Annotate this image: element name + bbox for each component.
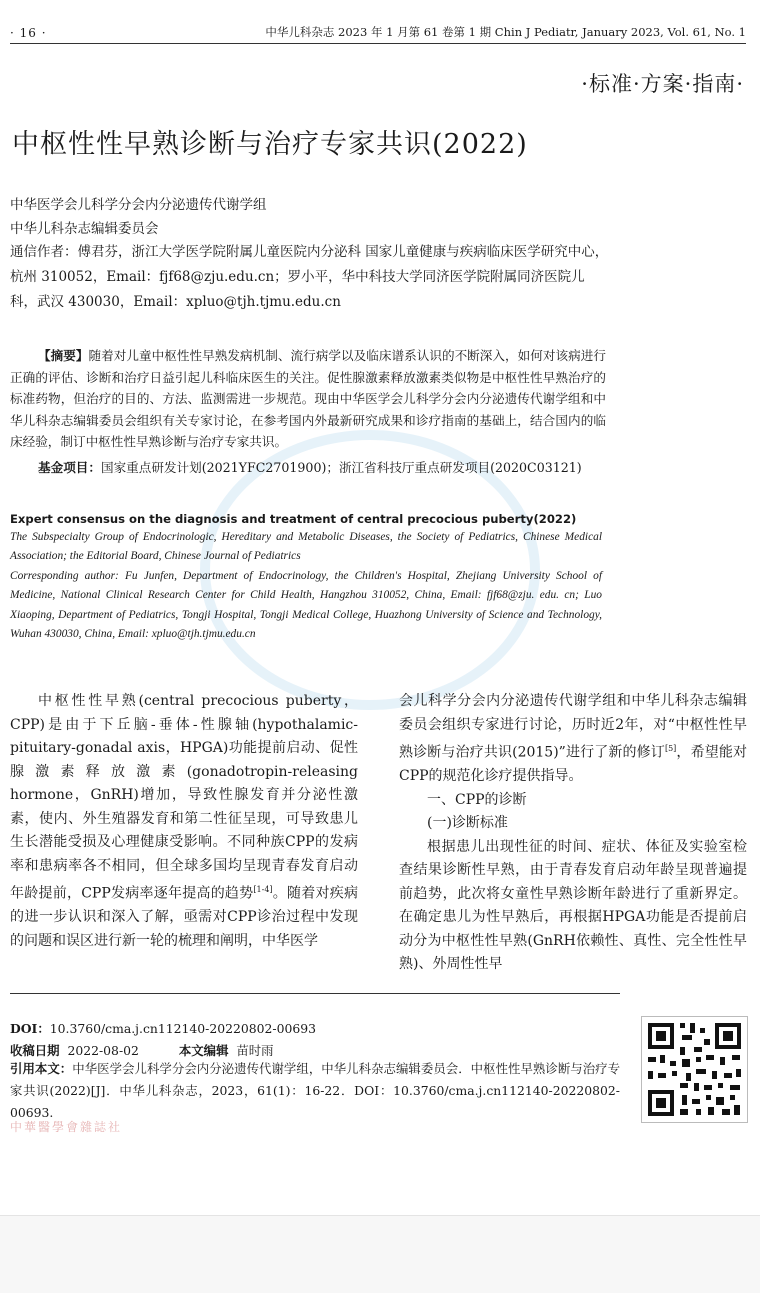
received-date: 2022-08-02	[67, 1043, 139, 1058]
diagnosis-paragraph: 根据患儿出现性征的时间、症状、体征及实验室检查结果诊断性早熟，由于青春发育启动年龄呈现普遍提前趋势，此次将女童性早熟诊断年龄进行了重新界定。在确定患儿为性早熟后，再根据HPGA功能是否提前启动分为中枢性性早熟(GnRH依赖性、真性、完全性性早熟)、外周性性早	[399, 838, 747, 973]
journal-header: 中华儿科杂志 2023 年 1 月第 61 卷第 1 期 Chin J Pediatr, January 2023, Vol. 61, No. 1	[265, 25, 746, 39]
reference-marker[interactable]: [5]	[664, 744, 677, 753]
section-heading: 一、CPP的诊断	[427, 791, 527, 808]
received-line	[10, 1041, 274, 1059]
cite-text: 中华医学会儿科学分会内分泌遗传代谢学组，中华儿科杂志编辑委员会．中枢性性早熟诊断与治疗专家共识(2022)[J]．中华儿科杂志，2023，61(1)：16-22．DOI：10.3760/cma.j.cn112140-20220802-00693.	[10, 1061, 621, 1120]
citation	[10, 1058, 620, 1124]
qr-code-icon	[642, 1017, 747, 1122]
doi-line	[10, 1019, 316, 1037]
doi-label: DOI：	[10, 1021, 50, 1036]
affiliation-2: 中华儿科杂志编辑委员会	[10, 221, 159, 237]
fund-info	[38, 457, 582, 476]
fund-label: 基金项目：	[38, 460, 101, 475]
received-label: 收稿日期	[10, 1043, 60, 1058]
publisher-mark: 中華醫學會雜誌社	[10, 1120, 123, 1134]
abstract	[10, 345, 606, 453]
viewer-background	[0, 1215, 760, 1293]
corresponding-author: 通信作者：傅君芬，浙江大学医学院附属儿童医院内分泌科 国家儿童健康与疾病临床医学研究中心，杭州 310052，Email：fjf68@zju.edu.cn；罗小平，华中科技大学同济医学院附属同济医院儿科，武汉 430030，Email：xpluo@tjh.tjmu.edu.cn	[10, 244, 609, 310]
doi-value[interactable]: 10.3760/cma.j.cn112140-20220802-00693	[49, 1021, 317, 1036]
body-column-left	[10, 690, 358, 953]
abstract-text: 随着对儿童中枢性性早熟发病机制、流行病学以及临床谱系认识的不断深入，如何对该病进行正确的评估、诊断和治疗日益引起儿科临床医生的关注。促性腺激素释放激素类似物是中枢性性早熟治疗的标准药物，但治疗的目的、方法、监测需进一步规范。现由中华医学会儿科学分会内分泌遗传代谢学组和中华儿科杂志编辑委员会组织有关专家讨论，在参考国内外最新研究成果和诊疗指南的基础上，结合国内的临床经验，制订中枢性性早熟诊断与治疗专家共识。	[10, 348, 607, 450]
editor-label: 本文编辑	[178, 1043, 229, 1058]
header-rule	[10, 43, 746, 44]
continued-paragraph: 会儿科学分会内分泌遗传代谢学组和中华儿科杂志编辑委员会组织专家进行讨论，历时近2年，对“中枢性性早熟诊断与治疗共识(2015)”进行了新的修订[5]，希望能对CPP的规范化诊疗提供指导。	[399, 693, 747, 785]
qr-code[interactable]	[641, 1016, 748, 1123]
article-title: 中枢性性早熟诊断与治疗专家共识(2022)	[12, 129, 528, 160]
page-number: · 16 ·	[10, 26, 47, 40]
reference-marker[interactable]: [1-4]	[253, 885, 273, 894]
english-authors: The Subspecialty Group of Endocrinologic, Hereditary and Metabolic Diseases, the Society of Pediatrics, Chinese Medical Association; the Editorial Board, Chinese Journal of Pediatrics	[10, 531, 602, 563]
abstract-label: 【摘要】	[38, 348, 89, 363]
footer-rule	[10, 993, 620, 994]
affiliation-1: 中华医学会儿科学分会内分泌遗传代谢学组	[10, 197, 267, 213]
editor-name: 苗时雨	[236, 1043, 274, 1058]
english-block	[10, 528, 602, 644]
fund-text: 国家重点研发计划(2021YFC2701900)；浙江省科技厅重点研发项目(2020C03121)	[100, 460, 582, 475]
subsection-heading: (一)诊断标准	[427, 815, 508, 832]
intro-paragraph: 中枢性性早熟(central precocious puberty，CPP)是由于下丘脑-垂体-性腺轴(hypothalamic-pituitary-gonadal axis，HPGA)功能提前启动、促性腺激素释放激素(gonadotropin-releasing hormone，GnRH)增加，导致性腺发育并分泌性激素，使内、外生殖器发育和第二性征呈现，可导致患儿生长潜能受损及心理健康受影响。不同种族CPP的发病率和患病率各不相同，但全球多国均呈现青春发育启动年龄提前，CPP发病率逐年提高的趋势[1-4]。随着对疾病的进一步认识和深入了解，亟需对CPP诊治过程中发现的问题和误区进行新一轮的梳理和阐明，中华医学	[10, 693, 358, 949]
english-corresponding: Corresponding author: Fu Junfen, Department of Endocrinology, the Children's Hospital, Zhejiang University School of Medicine, National Clinical Research Center for Child Health, Hangzhou 310052, China, Email: fjf68@zju. edu. cn; Luo Xiaoping, Department of Pediatrics, Tongji Hospital, Tongji Medical College, Huazhong University of Science and Technology, Wuhan 430030, China, Email: xpluo@tjh.tjmu.edu.cn	[10, 569, 602, 641]
english-title: Expert consensus on the diagnosis and treatment of central precocious puberty(2022)	[10, 512, 577, 526]
body-column-right	[399, 690, 747, 977]
section-tag: ·标准·方案·指南·	[581, 72, 744, 96]
cite-label: 引用本文：	[10, 1061, 73, 1076]
